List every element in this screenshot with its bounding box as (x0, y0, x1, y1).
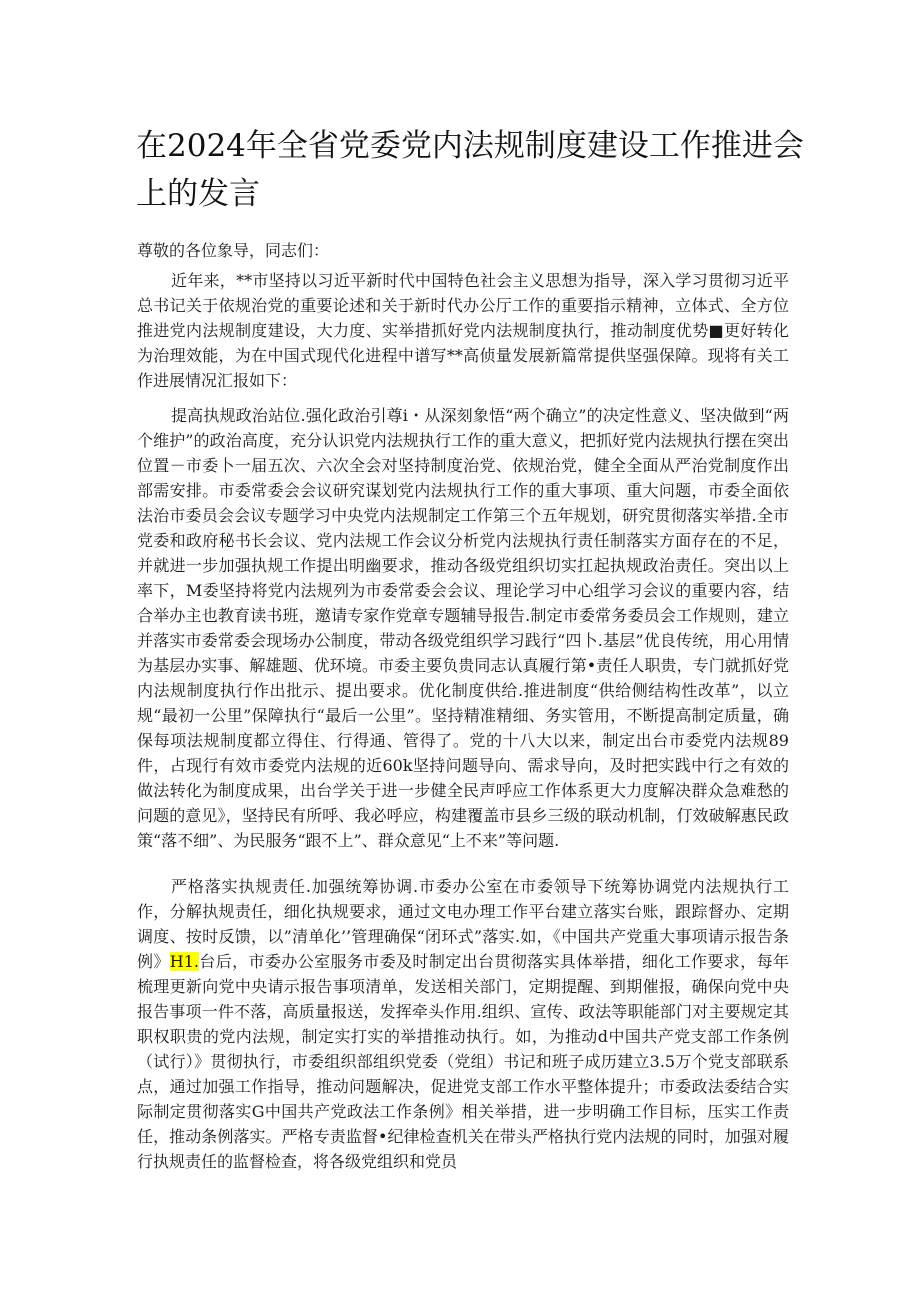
greeting: 尊敬的各位象导，同志们： (137, 241, 330, 260)
highlighted-text: H1. (169, 952, 199, 971)
paragraph-intro: 近年来，**市坚持以习近平新时代中国特色社会主义思想为指导，深入学习贯彻习近平总书记关于依规治党的重要论述和关于新时代办公厅工作的重要指示精神，立体式、全方位推进党内法规制度建设，大力度、实举措抓好党内法规制度执行，推动制度优势■更好转化为治理效能，为在中国式现代化进程中谱写**高侦量发展新篇常提供坚强保障。现将有关工作进展情况汇报如下： (137, 271, 789, 390)
paragraph-text-before-highlight: 严格落实执规责任.加强统筹协调.市委办公室在市委领导下统筹协调党内法规执行工作，分解执规责任，细化执规要求，通过文电办理工作平台建立落实台账，跟踪督办、定期调度、按时反馈，以”清单化’’管理确保“闭环式”落实.如，《中国共产党重大事项请示报告条例》 (137, 877, 789, 971)
paragraph-text-after-highlight: 台后，市委办公室服务市委及时制定出台贯彻落实具体举措，细化工作要求，每年梳理更新向党中央请示报告事项清单，发送相关部门，定期提醒、到期催报，确保向党中央报告事项一件不落，高质量报送，发挥牵头作用.组织、宣传、政法等职能部门对主要规定其职权职贵的党内法规，制定实打实的举措推动执行。如，为推动d中国共产党支部工作条例（试行）》贯彻执行，市委组织部组织党委（党组）书记和班子成历建立3.5万个党支部联系点，通过加强工作指导，推动问题解决，促进党支部工作水平整体提升；市委政法委结合实际制定贯彻落实G中国共产党政法工作条例》相关举措，进一步明确工作目标，压实工作责任，推动条例落实。严格专责监督•纪律检查机关在带头严格执行党内法规的同时，加强对履行执规责任的监督检查，将各级党组织和党员 (137, 952, 789, 1171)
paragraph-political-standing: 提高执规政治站位.强化政治引尊i・从深刻象悟“两个确立”的决定性意义、坚决做到“两个维护”的政治高度，充分认识党内法规执行工作的重大意义，把抓好党内法规执行摆在突出位置－市委卜一届五次、六次全会对坚持制度治党、依规治党，健全全面从严治党制度作出部需安排。市委常委会会议研究谋划党内法规执行工作的重大事项、重大问题，市委全面依法治市委员会会议专题学习中央党内法规制定工作第三个五年规划，研究贯彻落实举措.全市党委和政府秘书长会议、党内法规工作会议分析党内法规执行责任制落实方面存在的不足，并就进一步加强执规工作提出明幽要求，推动各级党组织切实扛起执规政治责任。突出以上率下，M委坚持将党内法规列为市委常委会会议、理论学习中心组学习会议的重要内容，结合举办主也教育读书班，邀请专家作党章专题辅导报告.制定市委常务委员会工作规则，建立并落实市委常委会现场办公制度，带动各级党组织学习践行“四卜.基层”优良传统，用心用情为基层办实事、解雄题、优环境。市委主要负贵同志认真履行第•责任人职贵，专门就抓好党内法规制度执行作出批示、提出要求。优化制度供给.推进制度“供给侧结构性改革”，以立规“最初一公里”保障执行“最后一公里”。坚持精准精细、务实管用，不断提高制定质量，确保每项法规制度都立得住、行得通、管得了。党的十八大以来，制定出台市委党内法规89件，占现行有效市委党内法规的近60k坚持问题导向、需求导向，及时把实践中行之有效的做法转化为制度成果，出台学关于进一步健全民声呼应工作体系更大力度解决群众急难愁的问题的意见》，坚持民有所呼、我必呼应，构建覆盖市县乡三级的联动机制，仃效破解惠民政策“落不细”、为民服务“跟不上”、群众意见“上不来”等问题. (137, 406, 789, 850)
document-title: 在2024年全省党委党内法规制度建设工作推进会上的发言 (136, 128, 804, 212)
paragraph-responsibility (137, 874, 789, 1174)
